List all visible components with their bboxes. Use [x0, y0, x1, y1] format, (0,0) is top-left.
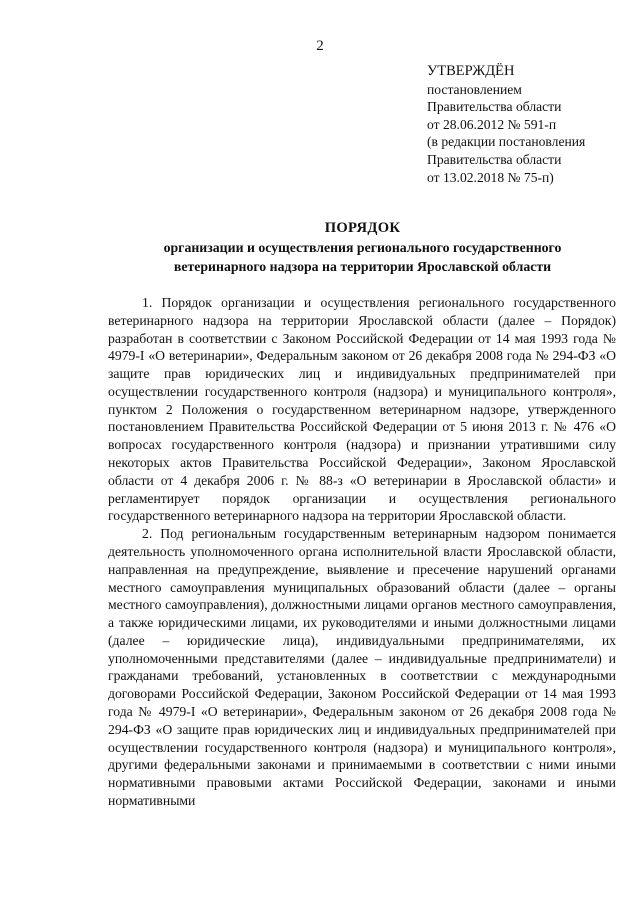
document-body	[108, 294, 616, 810]
document-title: ПОРЯДОК	[324, 220, 401, 236]
approval-line: Правительства области	[427, 99, 562, 115]
document-subtitle-line-2: ветеринарного надзора на территории Ярославской области	[173, 259, 552, 274]
approval-line: от 13.02.2018 № 75-п)	[427, 169, 554, 185]
approval-block	[427, 63, 632, 186]
document-subtitle-line-1: организации и осуществления регионального государственного	[163, 240, 562, 255]
page-number: 2	[316, 38, 324, 54]
approval-line: Правительства области	[427, 151, 562, 167]
approval-title: УТВЕРЖДЁН	[427, 63, 515, 79]
paragraph-2: 2. Под региональным государственным ветеринарным надзором понимается деятельность уполномоченного органа исполнительной власти Ярославской области, направленная на предупреждение, выявление и пресечение нарушений органами местного самоуправления муниципальных образований области (далее – органы местного самоуправления), должностными лицами органов местного самоуправления, а также юридическими лицами, их руководителями и иными должностными лицами (далее – юридические лица), индивидуальными предпринимателями, их уполномоченными представителями (далее – индивидуальные предприниматели) и гражданами требований, установленных в соответствии с международными договорами Российской Федерации, Законом Российской Федерации от 14 мая 1993 года № 4979-I «О ветеринарии», Федеральным законом от 26 декабря 2008 года № 294-ФЗ «О защите прав юридических лиц и индивидуальных предпринимателей при осуществлении государственного контроля (надзора) и муниципального контроля», другими федеральными законами и принимаемыми в соответствии с ними иными нормативными правовыми актами Российской Федерации, законами и иными нормативными	[108, 526, 616, 808]
approval-line: (в редакции постановления	[427, 134, 586, 150]
approval-line: от 28.06.2012 № 591-п	[427, 116, 557, 132]
paragraph-1: 1. Порядок организации и осуществления регионального государственного ветеринарного надзора на территории Ярославской области (далее – Порядок) разработан в соответствии с Законом Российской Федерации от 14 мая 1993 года № 4979-I «О ветеринарии», Федеральным законом от 26 декабря 2008 года № 294-ФЗ «О защите прав юридических лиц и индивидуальных предпринимателей при осуществлении государственного контроля (надзора) и муниципального контроля», пунктом 2 Положения о государственном ветеринарном надзоре, утвержденного постановлением Правительства Российской Федерации от 5 июня 2013 г. № 476 «О вопросах государственного контроля (надзора) и признании утратившими силу некоторых актов Правительства Российской Федерации», Законом Ярославской области от 4 декабря 2006 г. № 88-з «О ветеринарии в Ярославской области» и регламентирует порядок организации и осуществления регионального государственного ветеринарного надзора на территории Ярославской области.	[108, 295, 616, 524]
document-heading	[100, 219, 625, 276]
approval-line: постановлением	[427, 81, 522, 97]
